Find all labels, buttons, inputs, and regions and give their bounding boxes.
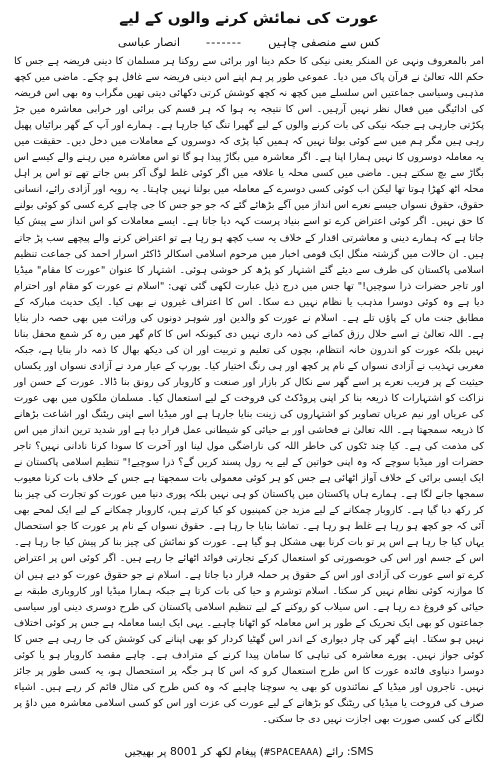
sms-code: #SPACEAAA (264, 747, 319, 758)
article-title: عورت کی نمائش کرنے والوں کے لیے (119, 9, 379, 27)
byline (14, 34, 484, 50)
sms-footer: SMS: رائے (#SPACEAAA) پیغام لکھ کر 8001 پر بھیجیں (124, 745, 374, 758)
article-subtitle: کس سے منصفی چاہیں (268, 35, 381, 49)
byline-separator: ------- (206, 35, 243, 49)
article-paragraph: امر بالمعروف ونہی عن المنکر یعنی نیکی کا حکم دینا اور برائی سے روکنا ہر مسلمان کا دینی فریضہ ہے جس کا حکم اللہ تعالیٰ نے قرآن پاک میں دیا۔ عموعی طور پر ہم اپنے اس دینی فریضہ سے غافل ہو چکے۔ ماضی میں کچھ مذہبی وسیاسی جماعتیں اس سلسلے میں کچھ نہ کچھ کوشش کرتی دکھائی دیتی تھیں مگراب وہ بھی اس فریضہ کی ادائیگی میں فعال نظر نہیں آرہیں۔ اس کا نتیجہ یہ ہوا کہ ہر قسم کی برائی اور خرابی معاشرہ میں جڑ پکڑتی جارہی ہے جبکہ نیکی کی بات کرنے والوں کے لیے گھیرا تنگ کیا جارہا ہے۔ ہمارے اور آپ کے گھر برائیاں پھیل رہی ہیں مگر ہم میں سے کوئی بولتا نہیں کہ ہمیں کیا پڑی کہ دوسروں کے معاملات میں دخل دیں۔ حقیقت میں یہ معاملہ دوسروں کا نہیں ہمارا اپنا ہے۔ اگر معاشرہ میں بگاڑ پیدا ہو گا تو اس معاشرہ میں رہنے والے کیسے اس بگاڑ سے بچ سکتے ہیں۔ ماضی میں کسی محلہ یا علاقہ میں اگر کوئی غلط لوگ آکر بس جاتے تھے تو اس پر اہل محلہ اٹھ کھڑا ہوتا تھا لیکن اب کوئی کسی دوسرے کے معاملہ میں بولنا نہیں چاہتا۔ یہ رویہ اور آزادی رائے، انسانی حقوق، حقوق نسواں جیسے نعرے اس انداز میں آگے بڑھائے گئے کہ جو جو جس کا جی چاہے کرے کسی کو کوئی بولنے کا حق نہیں۔ اگر کوئی اعتراض کرے تو اسے بنیاد پرست کہہ دیا جاتا ہے۔ ایسے معاملات کو اس انداز سے پیش کیا جاتا ہے کہ ہمارے دینی و معاشرتی اقدار کے خلاف یہ سب کچھ ہو رہا ہے تو اعتراض کرنے والے پیچھے سب پڑ جاتے ہیں۔ ان حالات میں گزشتہ منگل ایک قومی اخبار میں مرحوم اسلامی اسکالر ڈاکٹر اسرار احمد کی جماعت تنظیم اسلامی پاکستان کی طرف سے دیئے گئے اشتہار کو پڑھ کر خوشی ہوئی۔ اشتہار کا عنوان "عورت کا مقام" میڈیا اور تاجر حضرات ذرا سوچیں!" تھا جس میں درج ذیل عبارت لکھی گئی تھی: "اسلام نے عورت کو مقام اور احترام دیا ہے وہ کوئی دوسرا مذہب یا نظام نہیں دے سکا۔ اس کا اعتراف غیروں نے بھی کیا۔ ایک حدیث مبارکہ کے مطابق جنت ماں کے پاؤں تلے ہے۔ اسلام نے عورت کو والدین اور شوہر دونوں کی وراثت میں بھی حصہ دار بنایا ہے۔ اللہ تعالیٰ نے اسے حلال رزق کمانے کی ذمہ داری نہیں دی کیونکہ اس کا کام گھر میں رہ کر شمع محفل بنانا نہیں بلکہ عورت کو اندرون خانہ انتظام، بچوں کی تعلیم و تربیت اور ان کی دیکھ بھال کا ذمہ دار بنایا ہے، جبکہ مغربی تہذیب نے آزادی نسواں کے نام پر کچھ اور ہی رنگ اختیار کیا۔ یورپ کے عیار مرد نے آزادی نسواں اور یکساں حیثیت کے پر فریب نعرے پر اسے گھر سے نکال کر بازار اور صنعت و کاروبار کی رونق بنا ڈالا۔ عورت کے حسن اور نزاکت کو اشتہارات کا ذریعہ بنا کر اپنی پروڈکٹ کی فروخت کے لیے استعمال کیا۔ مسلمان ملکوں میں بھی عورت کی عریاں اور نیم عریاں تصاویر کو اشتہاروں کی زینت بنایا جارہا ہے اور میڈیا اسے اپنی ریٹنگ اور اشاعت بڑھانے کا ذریعہ سمجھتا ہے۔ اللہ تعالیٰ نے فحاشی اور بے حیائی کو شیطانی عمل قرار دیا ہے اور شدید ترین انداز میں اس کی مذمت کی ہے۔ کیا چند ٹکوں کی خاطر اللہ کی ناراضگی مول لینا اور آخرت کا سودا کرنا نادانی نہیں؟ تاجر حضرات اور میڈیا سوچے کہ وہ اپنی خواتین کے لیے یہ رول پسند کریں گے؟ ذرا سوچیے!" تنظیم اسلامی پاکستان نے ایک ایسی برائی کے خلاف آواز اٹھائی ہے جس کو ہر کوئی معمولی بات سمجھتا ہے جس کے خلاف بات کرنا معیوب سمجھا جانے لگا ہے۔ ہمارے ہاں پاکستان میں پاکستان کو ہی نہیں بلکہ پوری دنیا میں عورت کو تجارت کی چیز بنا کر رکھ دیا گیا ہے۔ کاروبار چمکانے کے لیے مزید جن کمپنیوں کو کیا کرتے ہیں، کاروبار چمکانے کے لیے ایک لمحے بھی آئی کہ جو کچھ ہو رہا ہے غلط ہو رہا ہے۔ تماشا بنایا جا رہا ہے۔ حقوق نسواں کے نام پر عورت کا جو استحصال یہاں کیا جا رہا ہے اس پر تو بات کرنا بھی مشکل ہو گیا ہے۔ عورت کو نمائش کی چیز بنا کر پیش کیا جا رہا ہے۔ اس کے جسم اور اس کی خوبصورتی کو استعمال کرکے تجارتی فوائد اٹھائے جا رہے ہیں۔ اگر کوئی اس پر اعتراض کرے تو اسے عورت کی آزادی اور اس کے حقوق پر حملہ قرار دیا جاتا ہے۔ اسلام نے جو حقوق عورت کو دیے ہیں ان کا موازنہ کوئی نظام نہیں کر سکتا۔ اسلام توشرم و حیا کی بات کرتا ہے جبکہ ہمارا میڈیا اور کاروباری طبقہ بے حیائی کو فروغ دے رہا ہے۔ اس سیلاب کو روکنے کے لیے تنظیم اسلامی پاکستان کی طرح دوسری دینی اور سیاسی جماعتوں کو بھی ایک تحریک کے طور پر اس معاملہ کو اٹھانا چاہیے۔ یہی ایک ایسا معاملہ ہے جس پر کوئی اختلاف نہیں ہو سکتا۔ اپنے گھر کی چار دیواری کے اندر اس گھٹیا کردار کو بھی اپنانے کی کوشش کی جا رہی ہے جس کا کوئی جواز نہیں۔ پورے معاشرہ کی تباہی کا سامان پیدا کرنے کے مترادف ہے۔ چاہے مقصد کاروبار ہو یا کوئی دوسرا دنیاوی فائدہ عورت کا اس طرح استعمال کرو کہ اس کا ہر جگہ پر استحصال ہو، یہ کسی طور پر جائز نہیں۔ تاجروں اور میڈیا کے نمائندوں کو بھی یہ سوچنا چاہیے کہ وہ کس طرح کی مثال قائم کر رہے ہیں۔ اشیاء صرف کی فروخت یا میڈیا کی ریٹنگ کو بڑھانے کے لیے عورت کی عزت اور اس کو کسی اسلامی معاشرہ میں داؤ پر لگانے کی کسی صورت بھی اجازت نہیں دی جا سکتی۔ (14, 56, 484, 725)
article-body (14, 54, 484, 728)
sms-prefix: SMS: رائے (325, 745, 374, 758)
author-name: انصار عباسی (117, 35, 181, 49)
sms-instruction: پیغام لکھ کر 8001 پر بھیجیں (124, 745, 257, 758)
